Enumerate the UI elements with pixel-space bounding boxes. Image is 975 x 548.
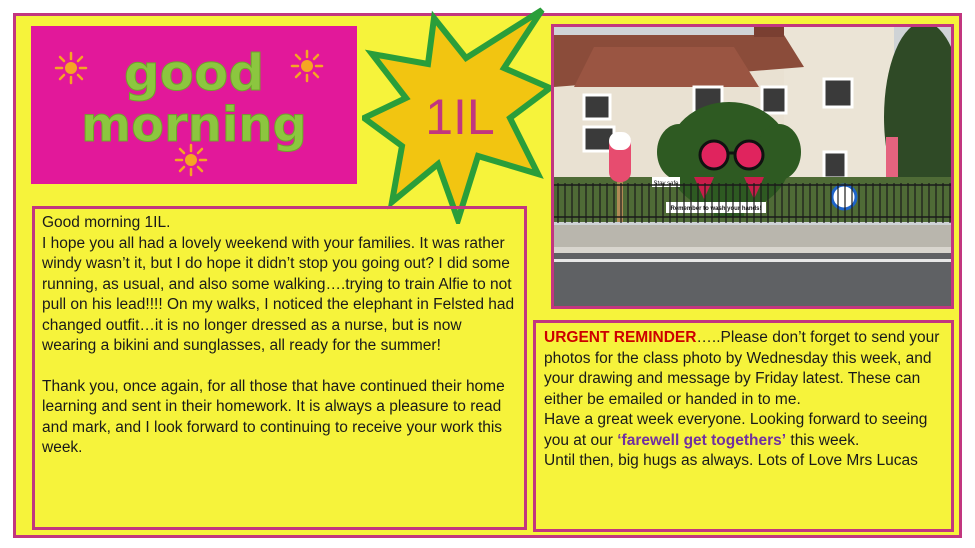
farewell-highlight: ‘farewell get togethers’: [617, 431, 787, 449]
closing-text: Have a great week everyone. Looking forward to seeing you at our: [544, 411, 928, 449]
reminder-text: …..Please don’t forget to send your photos for the class photo by Wednesday this week, and your drawing and message by Friday latest. These can either be emailed or handed in to me.: [544, 329, 940, 408]
reminder-paragraph: [544, 328, 943, 410]
stay-safe-sign: Stay safe: [653, 181, 679, 187]
urgent-reminder-label: URGENT REMINDER: [544, 329, 697, 346]
letter-paragraph-1: I hope you all had a lovely weekend with your families. It was rather windy wasn’t it, but I do hope it didn’t stop you going out? I did some running, as usual, and also some walking….trying to train Alfie to not pull on his lead!!!! On my walks, I noticed the elephant in Felsted had changed outfit…it is no longer dressed as a nurse, but is now wearing a bikini and sunglasses, all ready for the summer!: [42, 234, 515, 354]
logo-line-morning: morning: [81, 97, 307, 153]
reminder-text-box: [533, 320, 954, 532]
class-name-badge-text: 1IL: [425, 89, 495, 145]
logo-line-good: good: [123, 44, 265, 102]
good-morning-logo: [31, 26, 357, 184]
closing-text-end: this week.: [786, 431, 860, 449]
starburst-badge: [362, 6, 552, 224]
letter-greeting: Good morning 1IL.: [42, 214, 171, 231]
wash-hands-sign: Remember to wash your hands!: [670, 206, 762, 212]
letter-text-box: [32, 206, 527, 530]
elephant-topiary-photo: [551, 24, 954, 309]
logo-graphic: [31, 26, 357, 184]
sign-off: Until then, big hugs as always. Lots of Love Mrs Lucas: [544, 452, 918, 469]
letter-paragraph-2: Thank you, once again, for all those that have continued their home learning and sent in their homework. It is always a pleasure to read and mark, and I look forward to continuing to receive your work this week.: [42, 377, 505, 456]
sun-icon: [56, 53, 86, 83]
paragraph-gap: [42, 357, 517, 377]
closing-paragraph: [544, 410, 943, 451]
photo-graphic: [554, 27, 951, 306]
sun-icon: [292, 51, 322, 81]
